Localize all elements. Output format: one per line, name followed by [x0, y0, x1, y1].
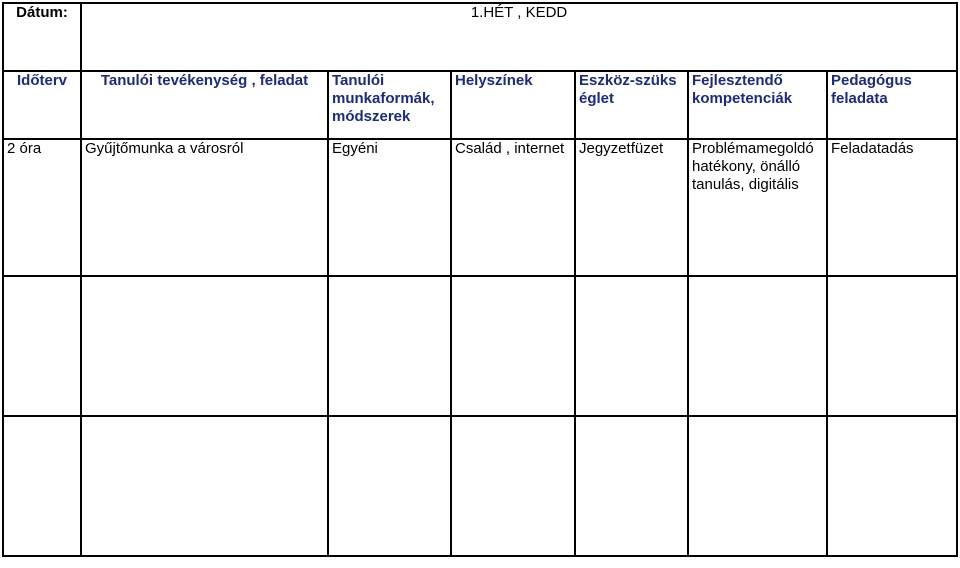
header-pedagogus: Pedagógus feladata	[827, 71, 957, 139]
empty-cell	[827, 276, 957, 416]
empty-cell	[81, 416, 328, 556]
empty-cell	[688, 276, 827, 416]
empty-cell	[688, 416, 827, 556]
table-row	[3, 276, 957, 416]
cell-tevekenyseg: Gyűjtőmunka a városról	[81, 139, 328, 276]
header-row	[3, 71, 957, 139]
header-kompetenciak: Fejlesztendő kompetenciák	[688, 71, 827, 139]
header-tevekenyseg: Tanulói tevékenység , feladat	[81, 71, 328, 139]
header-eszkoz	[575, 71, 688, 139]
empty-cell	[827, 416, 957, 556]
empty-cell	[328, 416, 451, 556]
cell-eszkoz: Jegyzetfüzet	[575, 139, 688, 276]
header-helyszinek: Helyszínek	[451, 71, 575, 139]
cell-idoterv: 2 óra	[3, 139, 81, 276]
table-row	[3, 416, 957, 556]
empty-cell	[3, 416, 81, 556]
empty-cell	[3, 276, 81, 416]
cell-pedagogus: Feladatadás	[827, 139, 957, 276]
empty-cell	[575, 416, 688, 556]
empty-cell	[451, 416, 575, 556]
cell-helyszin: Család , internet	[451, 139, 575, 276]
lesson-plan-table	[2, 2, 958, 557]
cell-munkaforma: Egyéni	[328, 139, 451, 276]
empty-cell	[81, 276, 328, 416]
header-munkaformak: Tanulói munkaformák, módszerek	[328, 71, 451, 139]
cell-kompetencia: Problémamegoldó hatékony, önálló tanulás, digitális	[688, 139, 827, 276]
empty-cell	[575, 276, 688, 416]
empty-cell	[328, 276, 451, 416]
header-eszkoz-text: Eszköz-szükséglet	[579, 72, 677, 107]
empty-cell	[451, 276, 575, 416]
header-idoterv: Időterv	[3, 71, 81, 139]
table-row	[3, 139, 957, 276]
date-label: Dátum:	[3, 3, 81, 71]
week-title: 1.HÉT , KEDD	[81, 3, 957, 71]
date-row	[3, 3, 957, 71]
